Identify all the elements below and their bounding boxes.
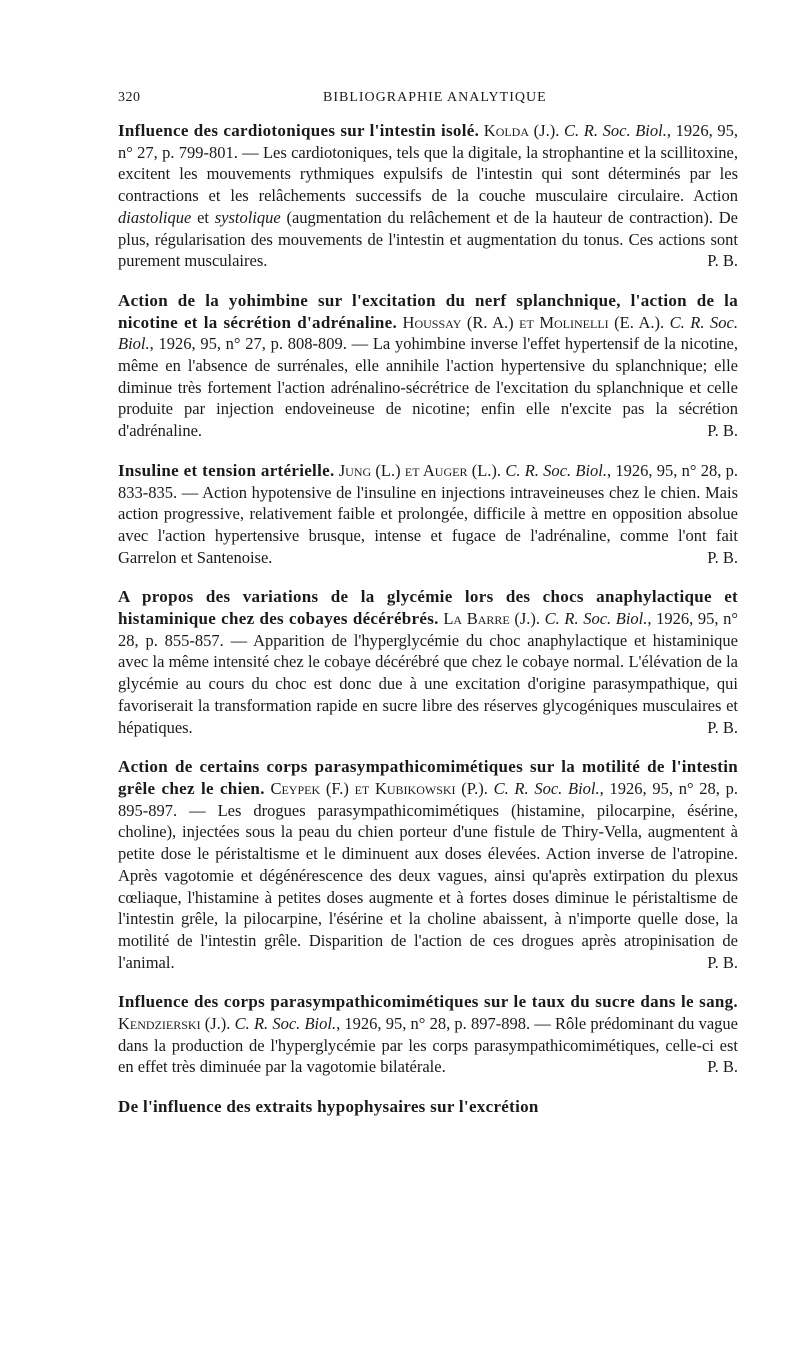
entries-list xyxy=(118,120,738,1135)
entry-citation: , 1926, 95, n° 27, p. 808-809. — xyxy=(149,334,373,354)
entry-authors: La Barre (J.). xyxy=(438,609,545,629)
running-head: BIBLIOGRAPHIE ANALYTIQUE xyxy=(323,90,547,105)
entry-5 xyxy=(118,756,738,973)
entry-body: Rôle prédominant du vague dans la production de l'hyperglycémie par les corps parasympathicomimétiques, celle-ci est en effet très diminuée par la vagotomie bilatérale. xyxy=(118,1014,739,1077)
entry-title: A propos des variations de la glycémie lors des chocs anaphylactique et histaminique chez des cobayes décérébrés. xyxy=(118,587,738,629)
page-number: 320 xyxy=(118,90,141,105)
entry-title: Insuline et tension artérielle. xyxy=(118,460,335,480)
entry-journal: C. R. Soc. Biol. xyxy=(493,778,600,798)
entry-signature: P. B. xyxy=(707,547,738,567)
entry-journal: C. R. Soc. Biol. xyxy=(544,609,648,629)
entry-citation: , 1926, 95, n° 28, p. 895-897. — xyxy=(118,778,738,820)
entry-2 xyxy=(118,290,738,442)
entry-body: Apparition de l'hyperglycémie du choc anaphylactique et histaminique avec la même intensité chez le cobaye décérébré que chez le cobaye normal. L'élévation de la glycémie au cours du choc est donc due à une excitation d'origine parasympathique, qui favoriserait la transformation rapide en sucre libre des réserves glycogéniques musculaires et hépatiques. xyxy=(118,630,738,737)
entry-3 xyxy=(118,460,738,569)
entry-body: et xyxy=(191,207,215,227)
entry-body: La yohimbine inverse l'effet hypertensif de la nicotine, même en l'absence de surrénales, elle annihile l'action hypertensive du splanchnique; elle diminue très fortement l'action adrénalino-sécrétrice de l'excitation du splanchnique et celle produite par injection endoveineuse de nicotine; enfin elle n'excite pas la sécrétion d'adrénaline. xyxy=(118,334,739,441)
entry-journal: C. R. Soc. Biol. xyxy=(563,121,667,140)
entry-title: Action de la yohimbine sur l'excitation du nerf splanchnique, l'action de la nicotine et la sécrétion d'adrénaline. xyxy=(118,290,738,332)
entry-title: Influence des corps parasympathicomimétiques sur le taux du sucre dans le sang. xyxy=(118,992,738,1012)
entry-authors: Kendzierski (J.). xyxy=(118,1014,235,1034)
entry-body: Les cardiotoniques, tels que la digitale, la strophantine et la scillitoxine, excitent les mouvements rythmiques expulsifs de l'intestin qui sont déterminés par les contractions et les relâchements successifs de la couche musculaire circulaire. Action xyxy=(118,142,738,206)
entry-1 xyxy=(118,120,738,272)
entry-citation: , 1926, 95, n° 27, p. 799-801. — xyxy=(118,121,739,162)
entry-signature: P. B. xyxy=(707,251,738,271)
entry-title: Influence des cardiotoniques sur l'intestin isolé. xyxy=(118,121,480,140)
entry-citation: , 1926, 95, n° 28, p. 897-898. — xyxy=(336,1014,555,1034)
entry-4 xyxy=(118,586,738,738)
entry-authors: Jung (L.) et Auger (L.). xyxy=(334,460,506,480)
entry-journal: C. R. Soc. Biol. xyxy=(118,312,738,354)
page-header xyxy=(118,90,738,110)
entry-citation: , 1926, 95, n° 28, p. 855-857. — xyxy=(118,609,738,650)
entry-body: (augmentation du relâchement et de la hauteur de contraction). De plus, régularisation des mouvements de l'intestin et augmentation du tonus. Ces actions sont purement musculaires. xyxy=(118,207,738,271)
entry-authors: Kolda (J.). xyxy=(479,121,564,140)
entry-citation: , 1926, 95, n° 28, p. 833-835. — xyxy=(118,460,739,502)
entry-6 xyxy=(118,991,738,1078)
entry-emphasis: diastolique xyxy=(118,207,192,227)
entry-signature: P. B. xyxy=(707,1057,738,1077)
entry-authors: Houssay (R. A.) et Molinelli (E. A.). xyxy=(397,312,670,332)
entry-signature: P. B. xyxy=(707,717,738,737)
entry-signature: P. B. xyxy=(707,952,738,972)
entry-body: Les drogues parasympathicomimétiques (histamine, pilocarpine, ésérine, choline), injectées sous la peau du chien porteur d'une fistule de Thiry-Vella, augmentent à petite dose le péristaltisme et le diminuent aux doses élevées. Action inverse de l'atropine. Après vagotomie et dégénérescence des deux vagues, ainsi qu'après extirpation du plexus cœliaque, l'histamine à petites doses augmente et à fortes doses diminue le péristaltisme de l'intestin grêle, la pilocarpine, l'ésérine et la choline abaissent, à n'importe quelle dose, la motilité de l'intestin grêle. Disparition de l'action de ces drogues après atropinisation de l'animal. xyxy=(118,800,738,972)
entry-emphasis: systolique xyxy=(214,207,281,227)
entry-authors: Ceypek (F.) et Kubikowski (P.). xyxy=(264,778,494,798)
entry-journal: C. R. Soc. Biol. xyxy=(505,460,607,480)
entry-title: Action de certains corps parasympathicomimétiques sur la motilité de l'intestin grêle chez le chien. xyxy=(118,757,738,798)
next-entry-title: De l'influence des extraits hypophysaires sur l'excrétion xyxy=(118,1097,539,1117)
entry-body: Action hypotensive de l'insuline en injections intraveineuses chez le chien. Mais action progressive, relativement faible et prolongée, difficile à mettre en opposition absolue avec l'action hypertensive brusque, intense et fugace de l'adrénaline, comme l'ont fait Garrelon et Santenoise. xyxy=(118,482,738,567)
entry-signature: P. B. xyxy=(707,421,738,441)
entry-journal: C. R. Soc. Biol. xyxy=(234,1014,337,1034)
